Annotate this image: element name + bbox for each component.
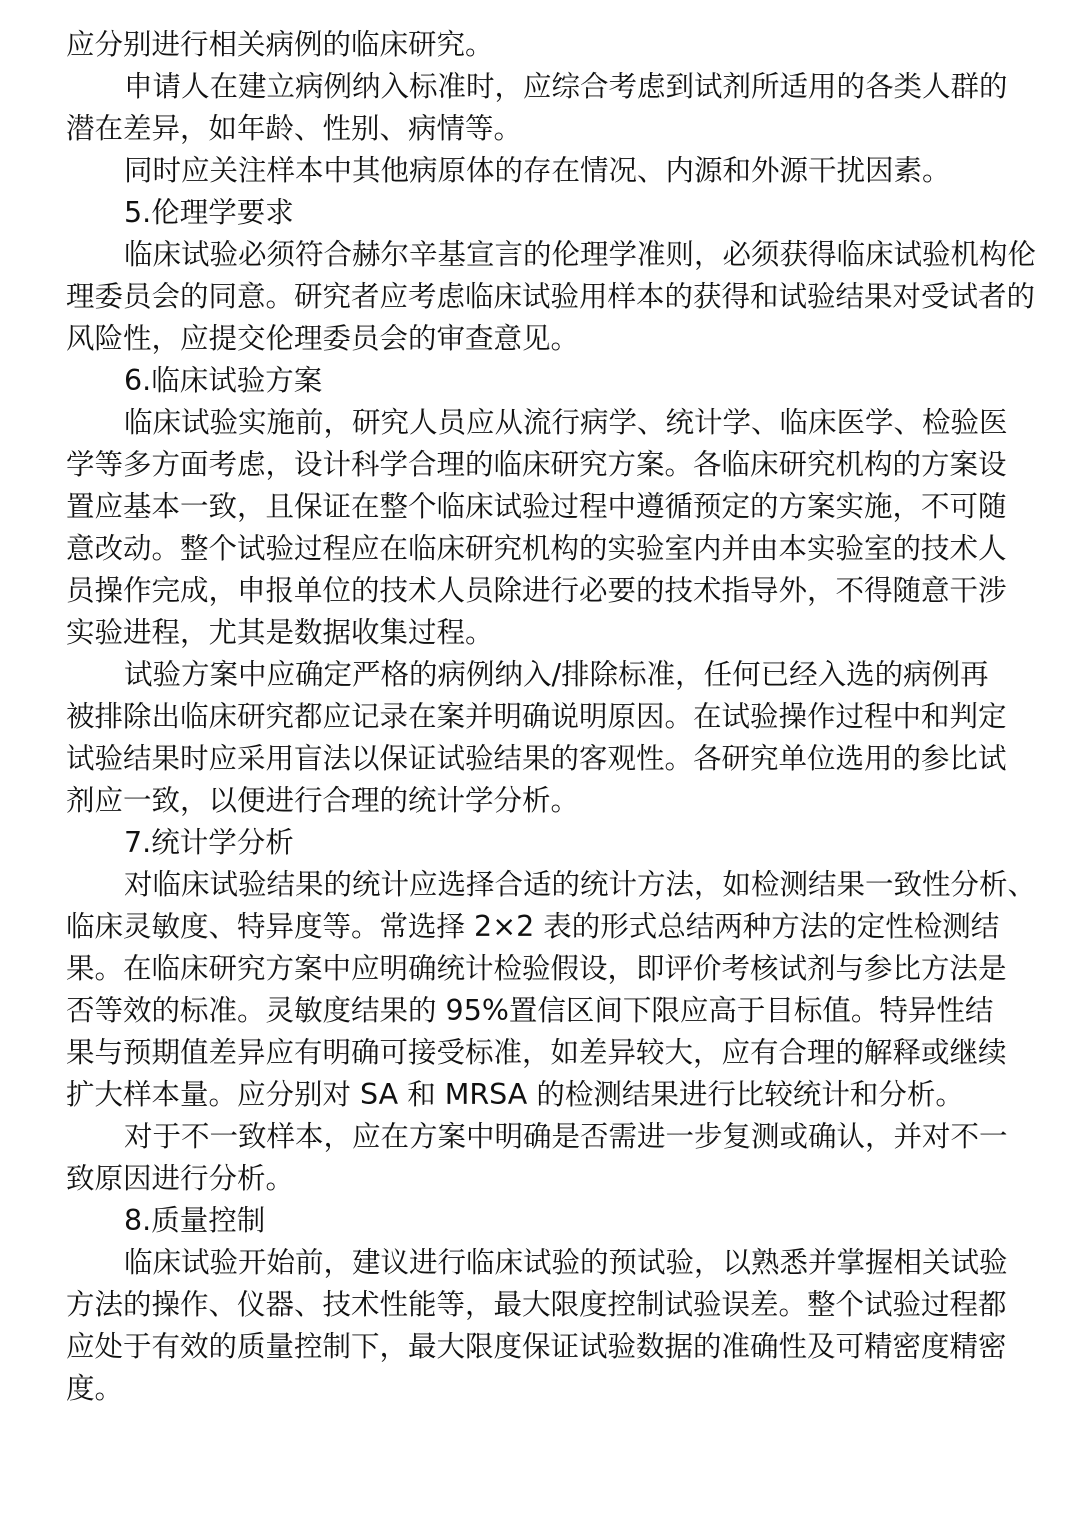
text-line: 被排除出临床研究都应记录在案并明确说明原因。在试验操作过程中和判定 — [66, 700, 1007, 733]
text-line: 实验进程，尤其是数据收集过程。 — [66, 616, 494, 649]
text-line: 临床灵敏度、特异度等。常选择 2×2 表的形式总结两种方法的定性检测结 — [66, 910, 1000, 943]
text-line: 方法的操作、仪器、技术性能等，最大限度控制试验误差。整个试验过程都 — [66, 1288, 1007, 1321]
text-line: 临床试验实施前，研究人员应从流行病学、统计学、临床医学、检验医 — [124, 406, 1008, 439]
section-heading: 8.质量控制 — [124, 1204, 266, 1237]
text-line: 临床试验必须符合赫尔辛基宣言的伦理学准则，必须获得临床试验机构伦 — [124, 238, 1037, 271]
text-line: 剂应一致，以便进行合理的统计学分析。 — [66, 784, 580, 817]
text-line: 风险性，应提交伦理委员会的审查意见。 — [66, 322, 580, 355]
text-line: 员操作完成，申报单位的技术人员除进行必要的技术指导外，不得随意干涉 — [66, 574, 1007, 607]
text-line: 扩大样本量。应分别对 SA 和 MRSA 的检测结果进行比较统计和分析。 — [66, 1078, 964, 1111]
text-line: 置应基本一致，且保证在整个临床试验过程中遵循预定的方案实施，不可随 — [66, 490, 1007, 523]
text-line: 对临床试验结果的统计应选择合适的统计方法，如检测结果一致性分析、 — [124, 868, 1037, 901]
text-line: 对于不一致样本，应在方案中明确是否需进一步复测或确认，并对不一 — [124, 1120, 1008, 1153]
text-line: 应处于有效的质量控制下，最大限度保证试验数据的准确性及可精密度精密 — [66, 1330, 1007, 1363]
text-line: 试验方案中应确定严格的病例纳入/排除标准，任何已经入选的病例再 — [124, 658, 989, 691]
text-line: 度。 — [66, 1372, 124, 1405]
text-line: 意改动。整个试验过程应在临床研究机构的实验室内并由本实验室的技术人 — [66, 532, 1007, 565]
text-line: 同时应关注样本中其他病原体的存在情况、内源和外源干扰因素。 — [124, 154, 951, 187]
text-line: 申请人在建立病例纳入标准时，应综合考虑到试剂所适用的各类人群的 — [124, 70, 1008, 103]
text-line: 学等多方面考虑，设计科学合理的临床研究方案。各临床研究机构的方案设 — [66, 448, 1007, 481]
text-line: 应分别进行相关病例的临床研究。 — [66, 28, 494, 61]
section-heading: 7.统计学分析 — [124, 826, 294, 859]
text-line: 试验结果时应采用盲法以保证试验结果的客观性。各研究单位选用的参比试 — [66, 742, 1007, 775]
text-line: 临床试验开始前，建议进行临床试验的预试验，以熟悉并掌握相关试验 — [124, 1246, 1008, 1279]
text-line: 果与预期值差异应有明确可接受标准，如差异较大，应有合理的解释或继续 — [66, 1036, 1007, 1069]
text-line: 理委员会的同意。研究者应考虑临床试验用样本的获得和试验结果对受试者的 — [66, 280, 1036, 313]
section-heading: 5.伦理学要求 — [124, 196, 294, 229]
section-heading: 6.临床试验方案 — [124, 364, 323, 397]
text-line: 果。在临床研究方案中应明确统计检验假设，即评价考核试剂与参比方法是 — [66, 952, 1007, 985]
text-line: 潜在差异，如年龄、性别、病情等。 — [66, 112, 523, 145]
text-line: 否等效的标准。灵敏度结果的 95%置信区间下限应高于目标值。特异性结 — [66, 994, 994, 1027]
text-line: 致原因进行分析。 — [66, 1162, 295, 1195]
